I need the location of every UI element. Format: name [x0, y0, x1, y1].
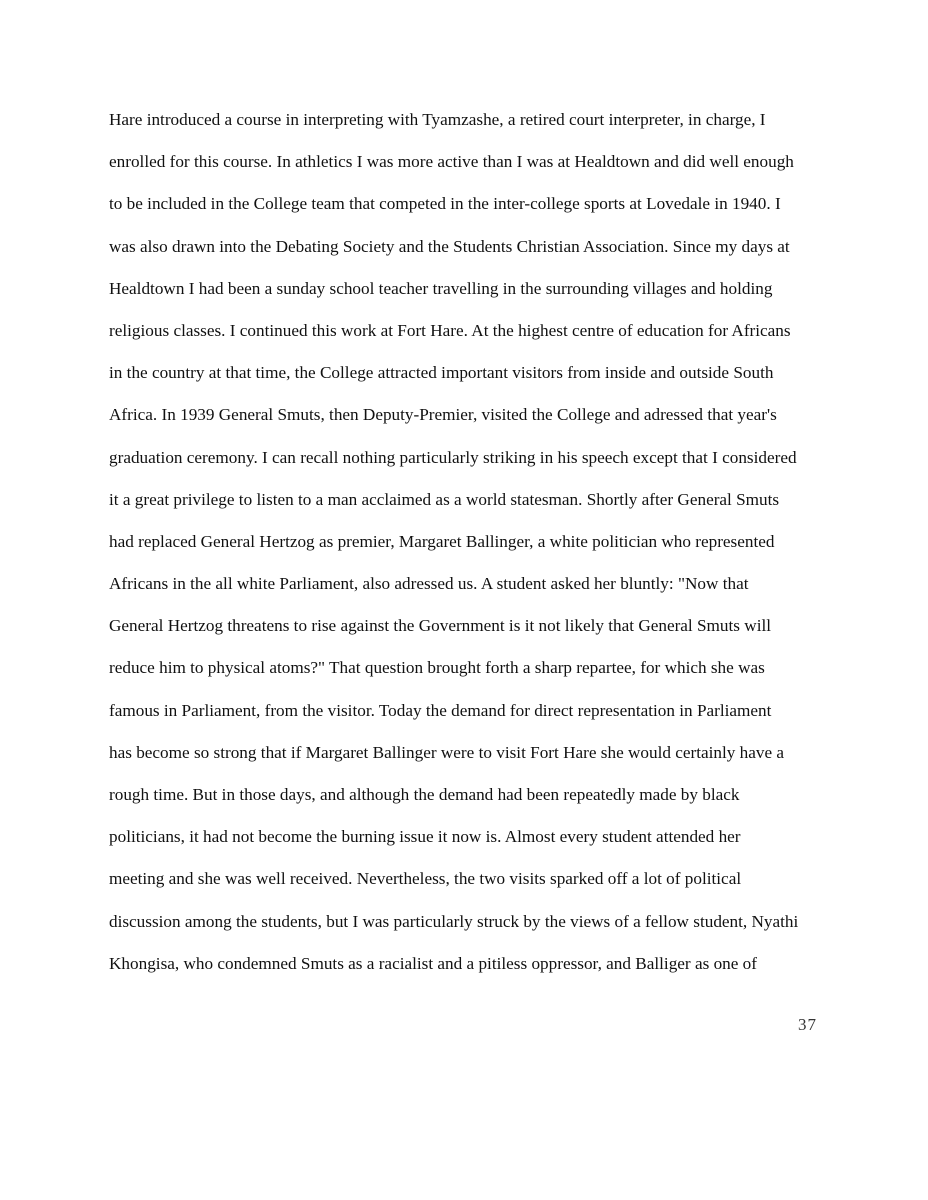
- text-line: in the country at that time, the College attracted important visitors from inside and outside South: [109, 363, 774, 383]
- text-line: discussion among the students, but I was particularly struck by the views of a fellow student, Nyathi: [109, 911, 799, 931]
- text-line: Hare introduced a course in interpreting with Tyamzashe, a retired court interpreter, in charge, I: [109, 110, 766, 129]
- text-line: meeting and she was well received. Nevertheless, the two visits sparked off a lot of political: [109, 869, 742, 889]
- text-line: has become so strong that if Margaret Ballinger were to visit Fort Hare she would certainly have a: [109, 742, 785, 762]
- text-line: rough time. But in those days, and although the demand had been repeatedly made by black: [109, 785, 740, 804]
- text-line: General Hertzog threatens to rise against the Government is it not likely that General Smuts will: [109, 616, 772, 636]
- text-line: to be included in the College team that competed in the inter-college sports at Lovedale in 1940. I: [109, 194, 781, 214]
- text-line: had replaced General Hertzog as premier, Margaret Ballinger, a white politician who represented: [109, 531, 775, 551]
- text-line: Healdtown I had been a sunday school teacher travelling in the surrounding villages and holding: [109, 278, 773, 298]
- text-line: graduation ceremony. I can recall nothing particularly striking in his speech except that I considered: [109, 447, 797, 467]
- body-text: [109, 105, 849, 991]
- text-line: Africans in the all white Parliament, also adressed us. A student asked her bluntly: "Now that: [109, 574, 749, 594]
- text-line: was also drawn into the Debating Society and the Students Christian Association. Since my days at: [109, 236, 790, 256]
- text-line: politicians, it had not become the burning issue it now is. Almost every student attended her: [109, 827, 741, 847]
- text-line: religious classes. I continued this work at Fort Hare. At the highest centre of education for Africans: [109, 320, 791, 340]
- page-number: 37: [798, 1015, 817, 1034]
- text-line: reduce him to physical atoms?" That question brought forth a sharp repartee, for which she was: [109, 658, 765, 678]
- text-line: enrolled for this course. In athletics I was more active than I was at Healdtown and did well enough: [109, 152, 794, 172]
- text-line: Khongisa, who condemned Smuts as a racialist and a pitiless oppressor, and Balliger as one of: [109, 953, 757, 973]
- text-line: it a great privilege to listen to a man acclaimed as a world statesman. Shortly after General Smuts: [109, 489, 780, 509]
- text-line: famous in Parliament, from the visitor. Today the demand for direct representation in Parliament: [109, 700, 772, 720]
- text-line: Africa. In 1939 General Smuts, then Deputy-Premier, visited the College and adressed that year's: [109, 405, 777, 425]
